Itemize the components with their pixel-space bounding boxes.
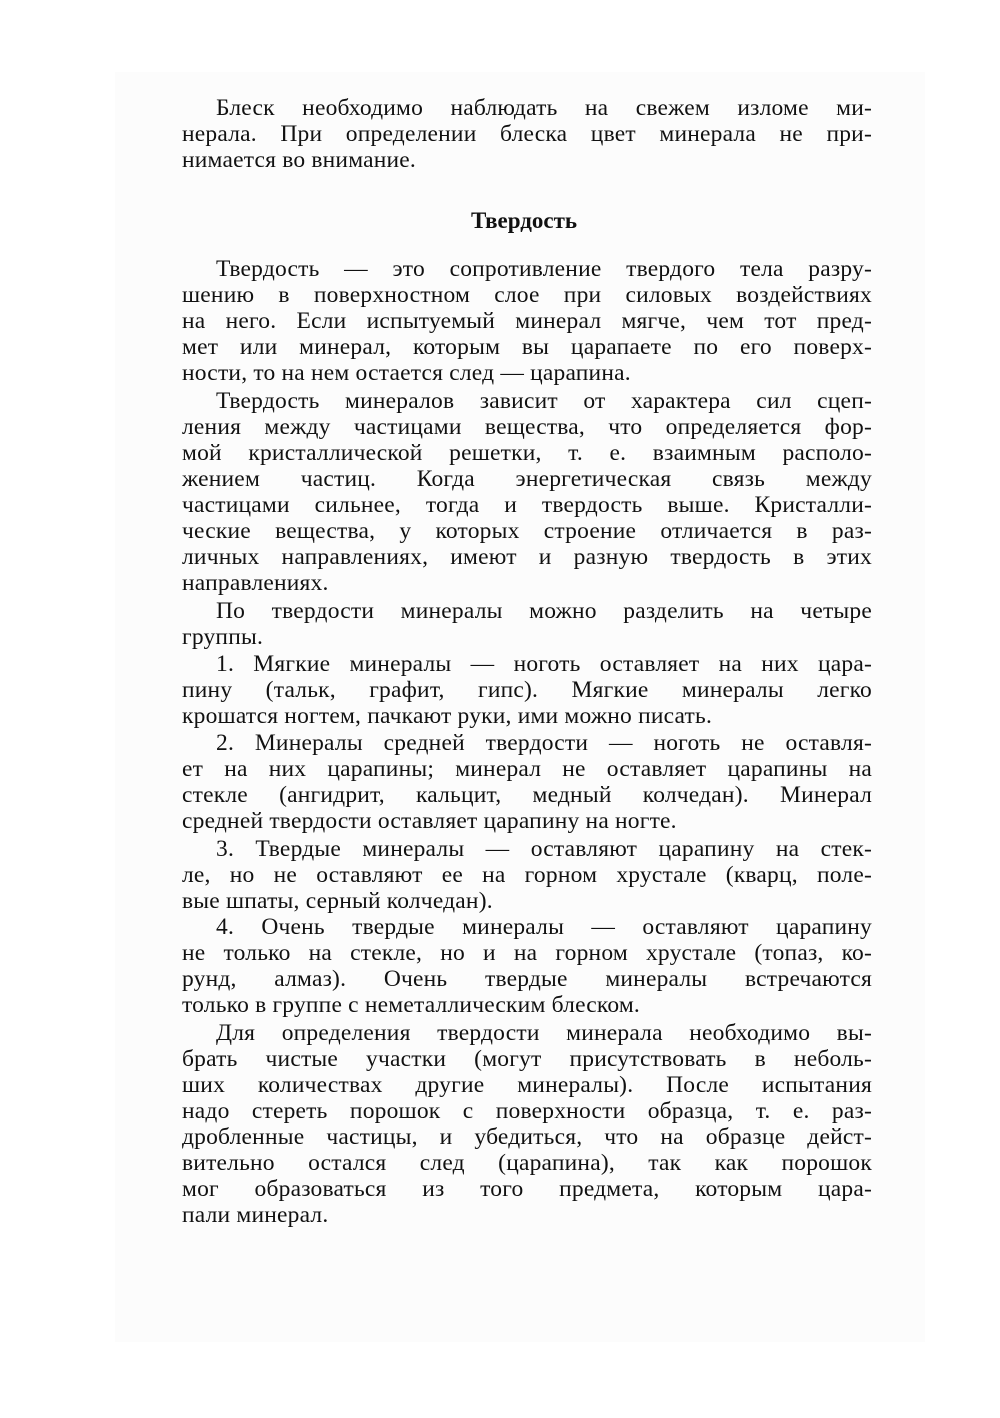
text-line: надо стереть порошок с поверхности образца, т. е. раз- xyxy=(182,1098,872,1124)
text-line: частицами сильнее, тогда и твердость выше. Кристалли- xyxy=(182,492,872,518)
text-line: ших количествах другие минералы). После испытания xyxy=(182,1072,872,1098)
text-line: 2. Минералы средней твердости — ноготь не оставля- xyxy=(216,730,872,756)
text-line: мет или минерал, которым вы царапаете по его поверх- xyxy=(182,334,872,360)
text-line: пали минерал. xyxy=(182,1202,329,1228)
text-line: Для определения твердости минерала необходимо вы- xyxy=(216,1020,872,1046)
text-line: мог образоваться из того предмета, которым цара- xyxy=(182,1176,872,1202)
text-line: направлениях. xyxy=(182,570,329,596)
text-line: шению в поверхностном слое при силовых воздействиях xyxy=(182,282,872,308)
text-line: группы. xyxy=(182,624,264,650)
text-line: 1. Мягкие минералы — ноготь оставляет на них цара- xyxy=(216,651,872,677)
text-line: крошатся ногтем, пачкают руки, ими можно писать. xyxy=(182,703,713,729)
text-line: пину (тальк, графит, гипс). Мягкие минералы легко xyxy=(182,677,872,703)
text-line: Твердость — это сопротивление твердого тела разру- xyxy=(216,256,872,282)
text-line: Блеск необходимо наблюдать на свежем изломе ми- xyxy=(216,95,872,121)
text-line: дробленные частицы, и убедиться, что на образце дейст- xyxy=(182,1124,872,1150)
text-line: жением частиц. Когда энергетическая связь между xyxy=(182,466,872,492)
text-line: только в группе с неметаллическим блеском. xyxy=(182,992,641,1018)
text-line: брать чистые участки (могут присутствовать в неболь- xyxy=(182,1046,872,1072)
text-line: ности, то на нем остается след — царапина. xyxy=(182,360,631,386)
text-line: на него. Если испытуемый минерал мягче, чем тот пред- xyxy=(182,308,872,334)
section-heading: Твердость xyxy=(470,208,578,233)
text-line: мой кристаллической решетки, т. е. взаимным располо- xyxy=(182,440,872,466)
text-line: вительно остался след (царапина), так как порошок xyxy=(182,1150,872,1176)
text-line: ле, но не оставляют ее на горном хрустале (кварц, поле- xyxy=(182,862,872,888)
text-line: ления между частицами вещества, что определяется фор- xyxy=(182,414,872,440)
text-line: не только на стекле, но и на горном хрустале (топаз, ко- xyxy=(182,940,872,966)
text-line: рунд, алмаз). Очень твердые минералы встречаются xyxy=(182,966,872,992)
text-line: Твердость минералов зависит от характера сил сцеп- xyxy=(216,388,872,414)
text-line: средней твердости оставляет царапину на ногте. xyxy=(182,808,677,834)
text-line: вые шпаты, серный колчедан). xyxy=(182,888,493,914)
text-line: По твердости минералы можно разделить на четыре xyxy=(216,598,872,624)
text-line: личных направлениях, имеют и разную твердость в этих xyxy=(182,544,872,570)
text-line: стекле (ангидрит, кальцит, медный колчедан). Минерал xyxy=(182,782,872,808)
text-line: 3. Твердые минералы — оставляют царапину на стек- xyxy=(216,836,872,862)
text-line: ет на них царапины; минерал не оставляет царапины на xyxy=(182,756,872,782)
text-line: 4. Очень твердые минералы — оставляют царапину xyxy=(216,914,872,940)
text-line: нерала. При определении блеска цвет минерала не при- xyxy=(182,121,872,147)
text-line: ческие вещества, у которых строение отличается в раз- xyxy=(182,518,872,544)
text-line: нимается во внимание. xyxy=(182,147,417,173)
